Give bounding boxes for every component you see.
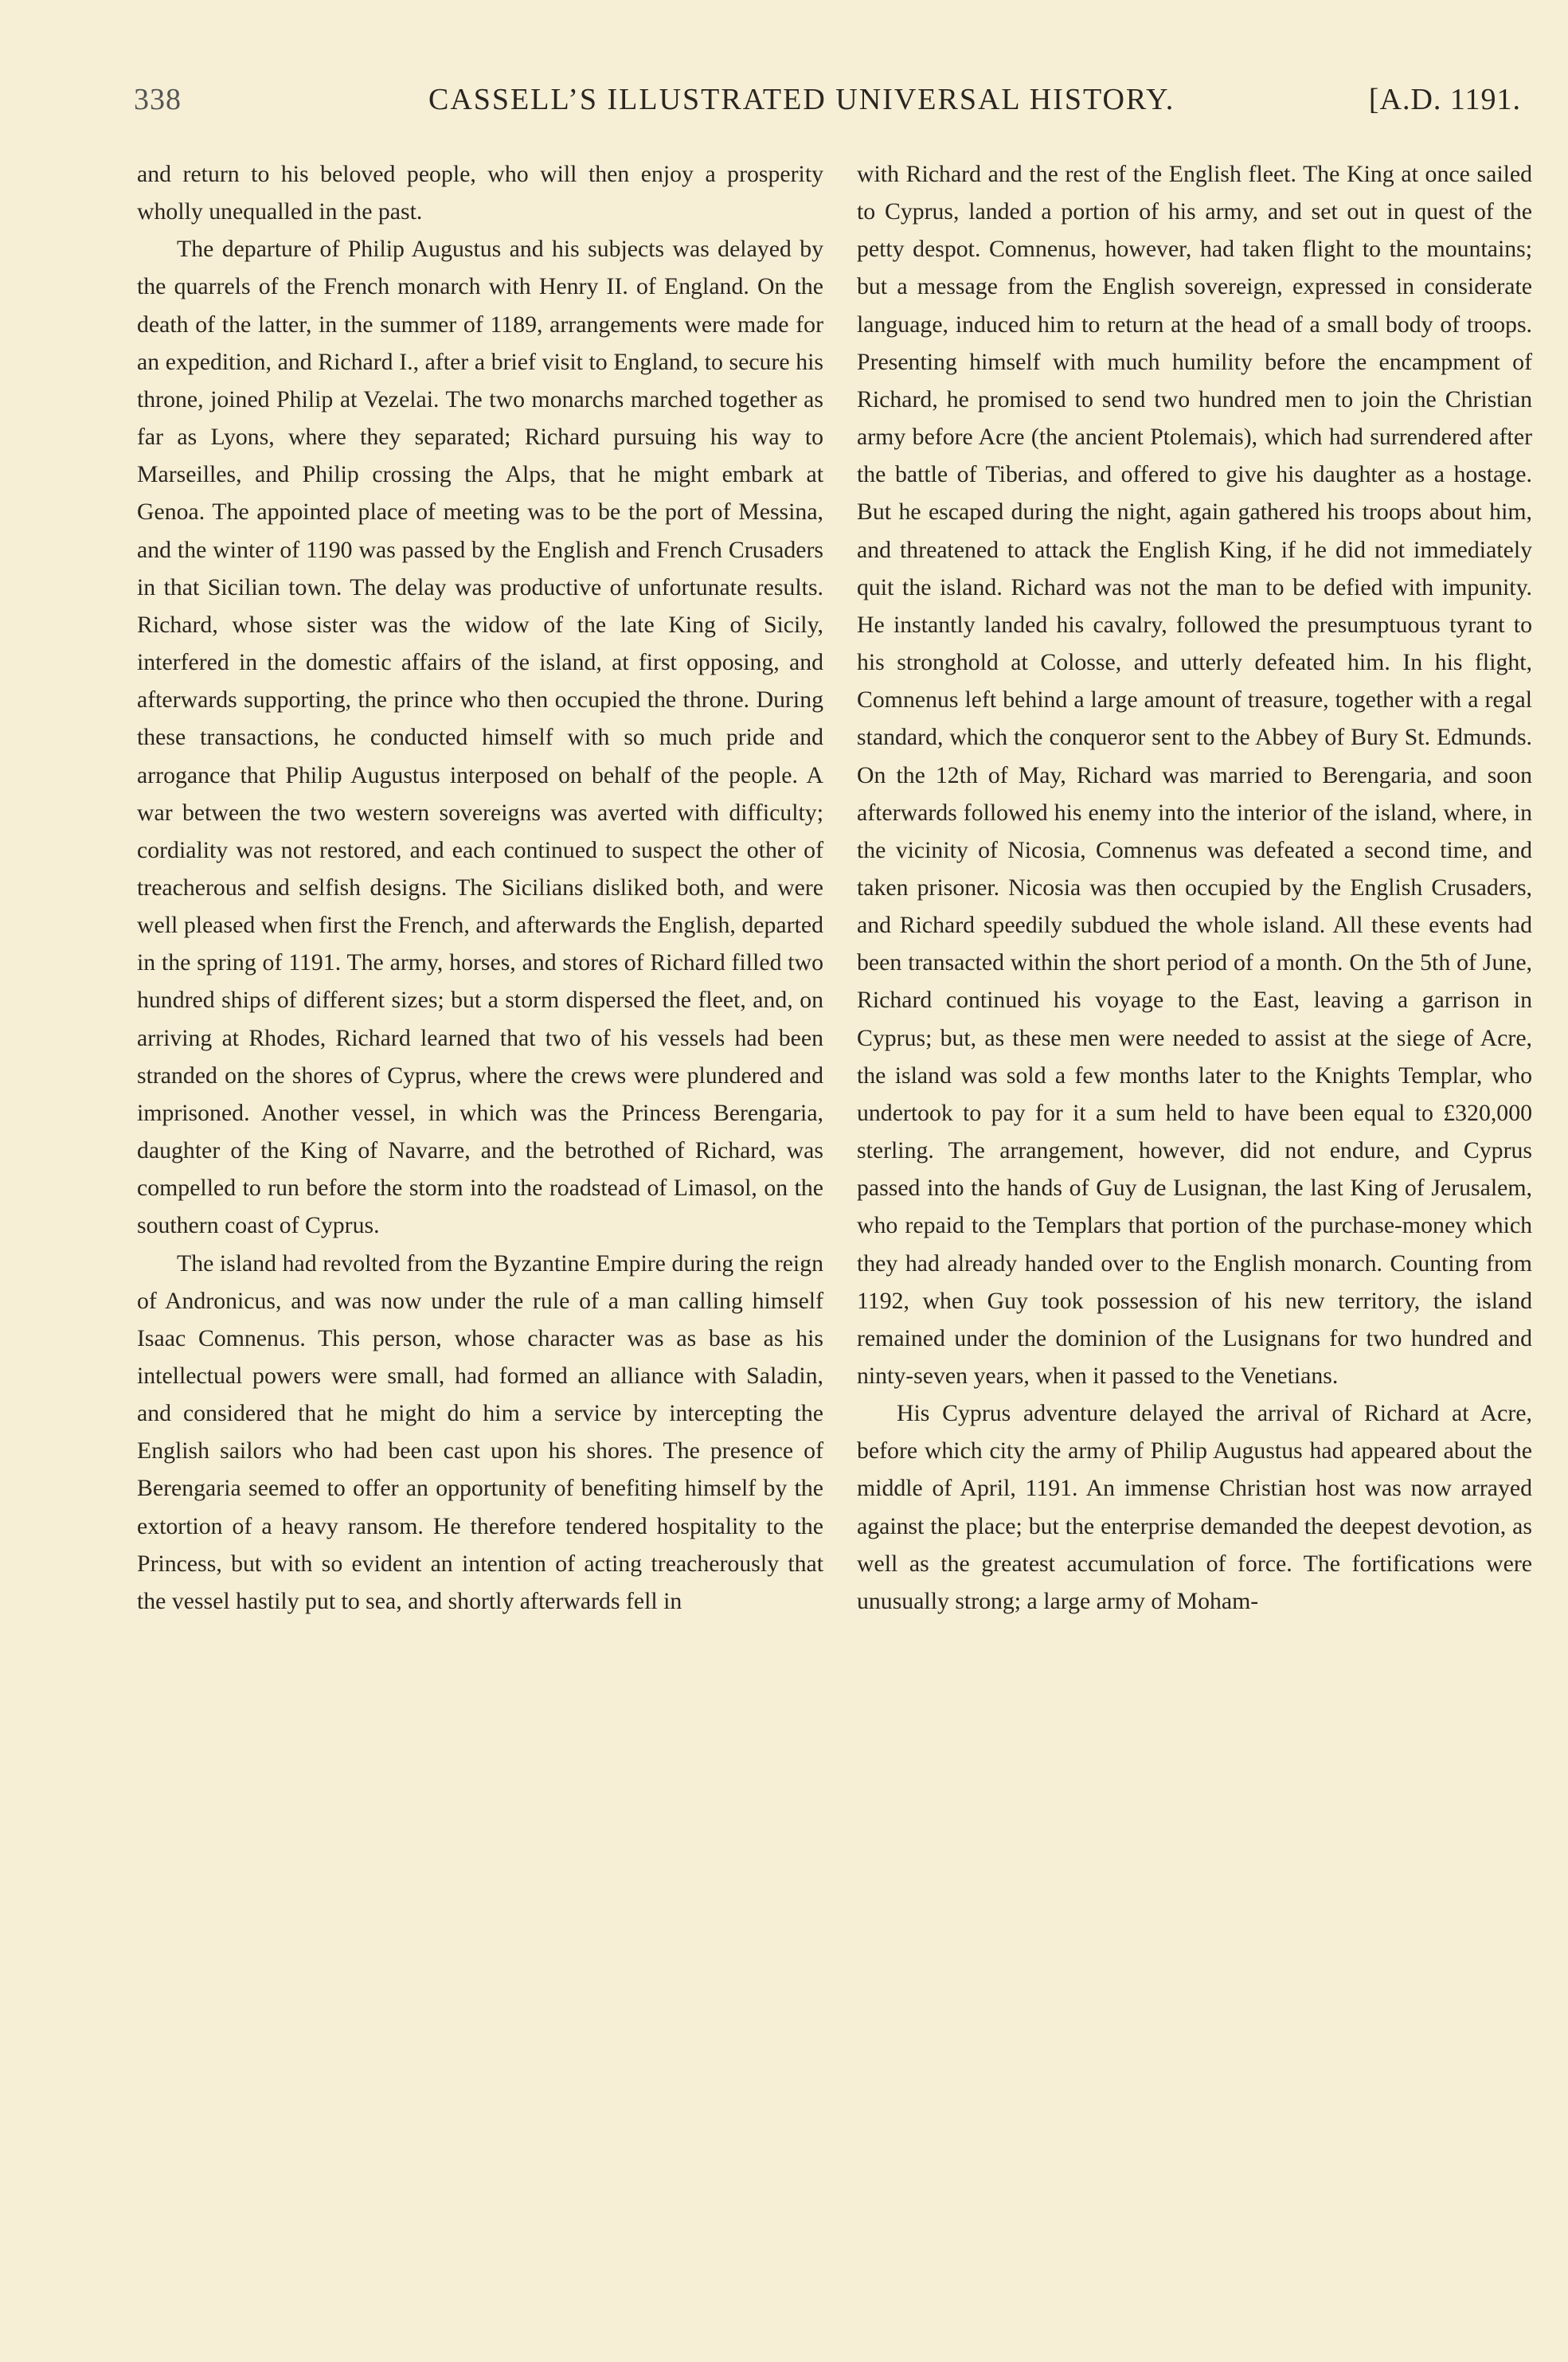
paragraph: and return to his beloved people, who will then enjoy a prosperity wholly unequalled in the past.: [137, 161, 823, 225]
paragraph: The departure of Philip Augustus and his subjects was delayed by the quarrels of the French monarch with Henry II. of England. On the death of the latter, in the summer of 1189, arrangements were made for an expedition, and Richard I., after a brief visit to England, to secure his throne, joined Philip at Vezelai. The two monarchs marched together as far as Lyons, where they separated; Richard pursuing his way to Marseilles, and Philip crossing the Alps, that he might embark at Genoa. The appointed place of meeting was to be the port of Messina, and the winter of 1190 was passed by the English and French Crusaders in that Sicilian town. The delay was productive of unfortunate results. Richard, whose sister was the widow of the late King of Sicily, interfered in the domestic affairs of the island, at first opposing, and afterwards supporting, the prince who then occupied the throne. During these transactions, he conducted himself with so much pride and arrogance that Philip Augustus interposed on behalf of the people. A war between the two western sovereigns was averted with difficulty; cordiality was not restored, and each continued to suspect the other of treacherous and selfish designs. The Sicilians disliked both, and were well pleased when first the French, and afterwards the English, departed in the spring of 1191. The army, horses, and stores of Richard filled two hundred ships of different sizes; but a storm dispersed the fleet, and, on arriving at Rhodes, Richard learned that two of his vessels had been stranded on the shores of Cyprus, where the crews were plundered and imprisoned. Another vessel, in which was the Princess Berengaria, daughter of the King of Navarre, and the betrothed of Richard, was compelled to run before the storm into the roadstead of Limasol, on the southern coast of Cyprus.: [137, 236, 823, 1239]
right-column: [857, 155, 1532, 2321]
paragraph: The island had revolted from the Byzantine Empire during the reign of Andronicus, and was now under the rule of a man calling himself Isaac Comnenus. This person, whose character was as base as his intellectual powers were small, had formed an alliance with Saladin, and considered that he might do him a service by intercepting the English sailors who had been cast upon his shores. The presence of Berengaria seemed to offer an opportunity of benefiting himself by the extortion of a heavy ransom. He therefore tendered hospitality to the Princess, but with so evident an intention of acting treacherously that the vessel hastily put to sea, and shortly afterwards fell in: [137, 1249, 823, 1614]
page-number: 338: [134, 83, 182, 116]
paragraph: His Cyprus adventure delayed the arrival of Richard at Acre, before which city the army of Philip Augustus had appeared about the middle of April, 1191. An immense Christian host was now arrayed against the place; but the enterprise demanded the deepest devotion, as well as the greatest accumulation of force. The fortifications were unusually strong; a large army of Moham-: [857, 1400, 1532, 1614]
running-header: [134, 82, 1559, 130]
header-date: [A.D. 1191.: [1368, 83, 1521, 116]
left-column: [137, 155, 823, 2321]
running-title: CASSELL’S ILLUSTRATED UNIVERSAL HISTORY.: [428, 83, 1175, 116]
paragraph: with Richard and the rest of the English fleet. The King at once sailed to Cyprus, landed a portion of his army, and set out in quest of the petty despot. Comnenus, however, had taken flight to the mountains; but a message from the English sovereign, expressed in considerate language, induced him to return at the head of a small body of troops. Presenting himself with much humility before the encampment of Richard, he promised to send two hundred men to join the Christian army before Acre (the ancient Ptolemais), which had surrendered after the battle of Tiberias, and offered to give his daughter as a hostage. But he escaped during the night, again gathered his troops about him, and threatened to attack the English King, if he did not immediately quit the island. Richard was not the man to be defied with impunity. He instantly landed his cavalry, followed the presumptuous tyrant to his stronghold at Colosse, and utterly defeated him. In his flight, Comnenus left behind a large amount of treasure, together with a regal standard, which the conqueror sent to the Abbey of Bury St. Edmunds. On the 12th of May, Richard was married to Berengaria, and soon afterwards followed his enemy into the interior of the island, where, in the vicinity of Nicosia, Comnenus was defeated a second time, and taken prisoner. Nicosia was then occupied by the English Crusaders, and Richard speedily subdued the whole island. All these events had been transacted within the short period of a month. On the 5th of June, Richard continued his voyage to the East, leaving a garrison in Cyprus; but, as these men were needed to assist at the siege of Acre, the island was sold a few months later to the Knights Templar, who undertook to pay for it a sum held to have been equal to £320,000 sterling. The arrangement, however, did not endure, and Cyprus passed into the hands of Guy de Lusignan, the last King of Jerusalem, who repaid to the Templars that portion of the purchase-money which they had already handed over to the English monarch. Counting from 1192, when Guy took possession of his new territory, the island remained under the dominion of the Lusignans for two hundred and ninty-seven years, when it passed to the Venetians.: [857, 161, 1532, 1389]
